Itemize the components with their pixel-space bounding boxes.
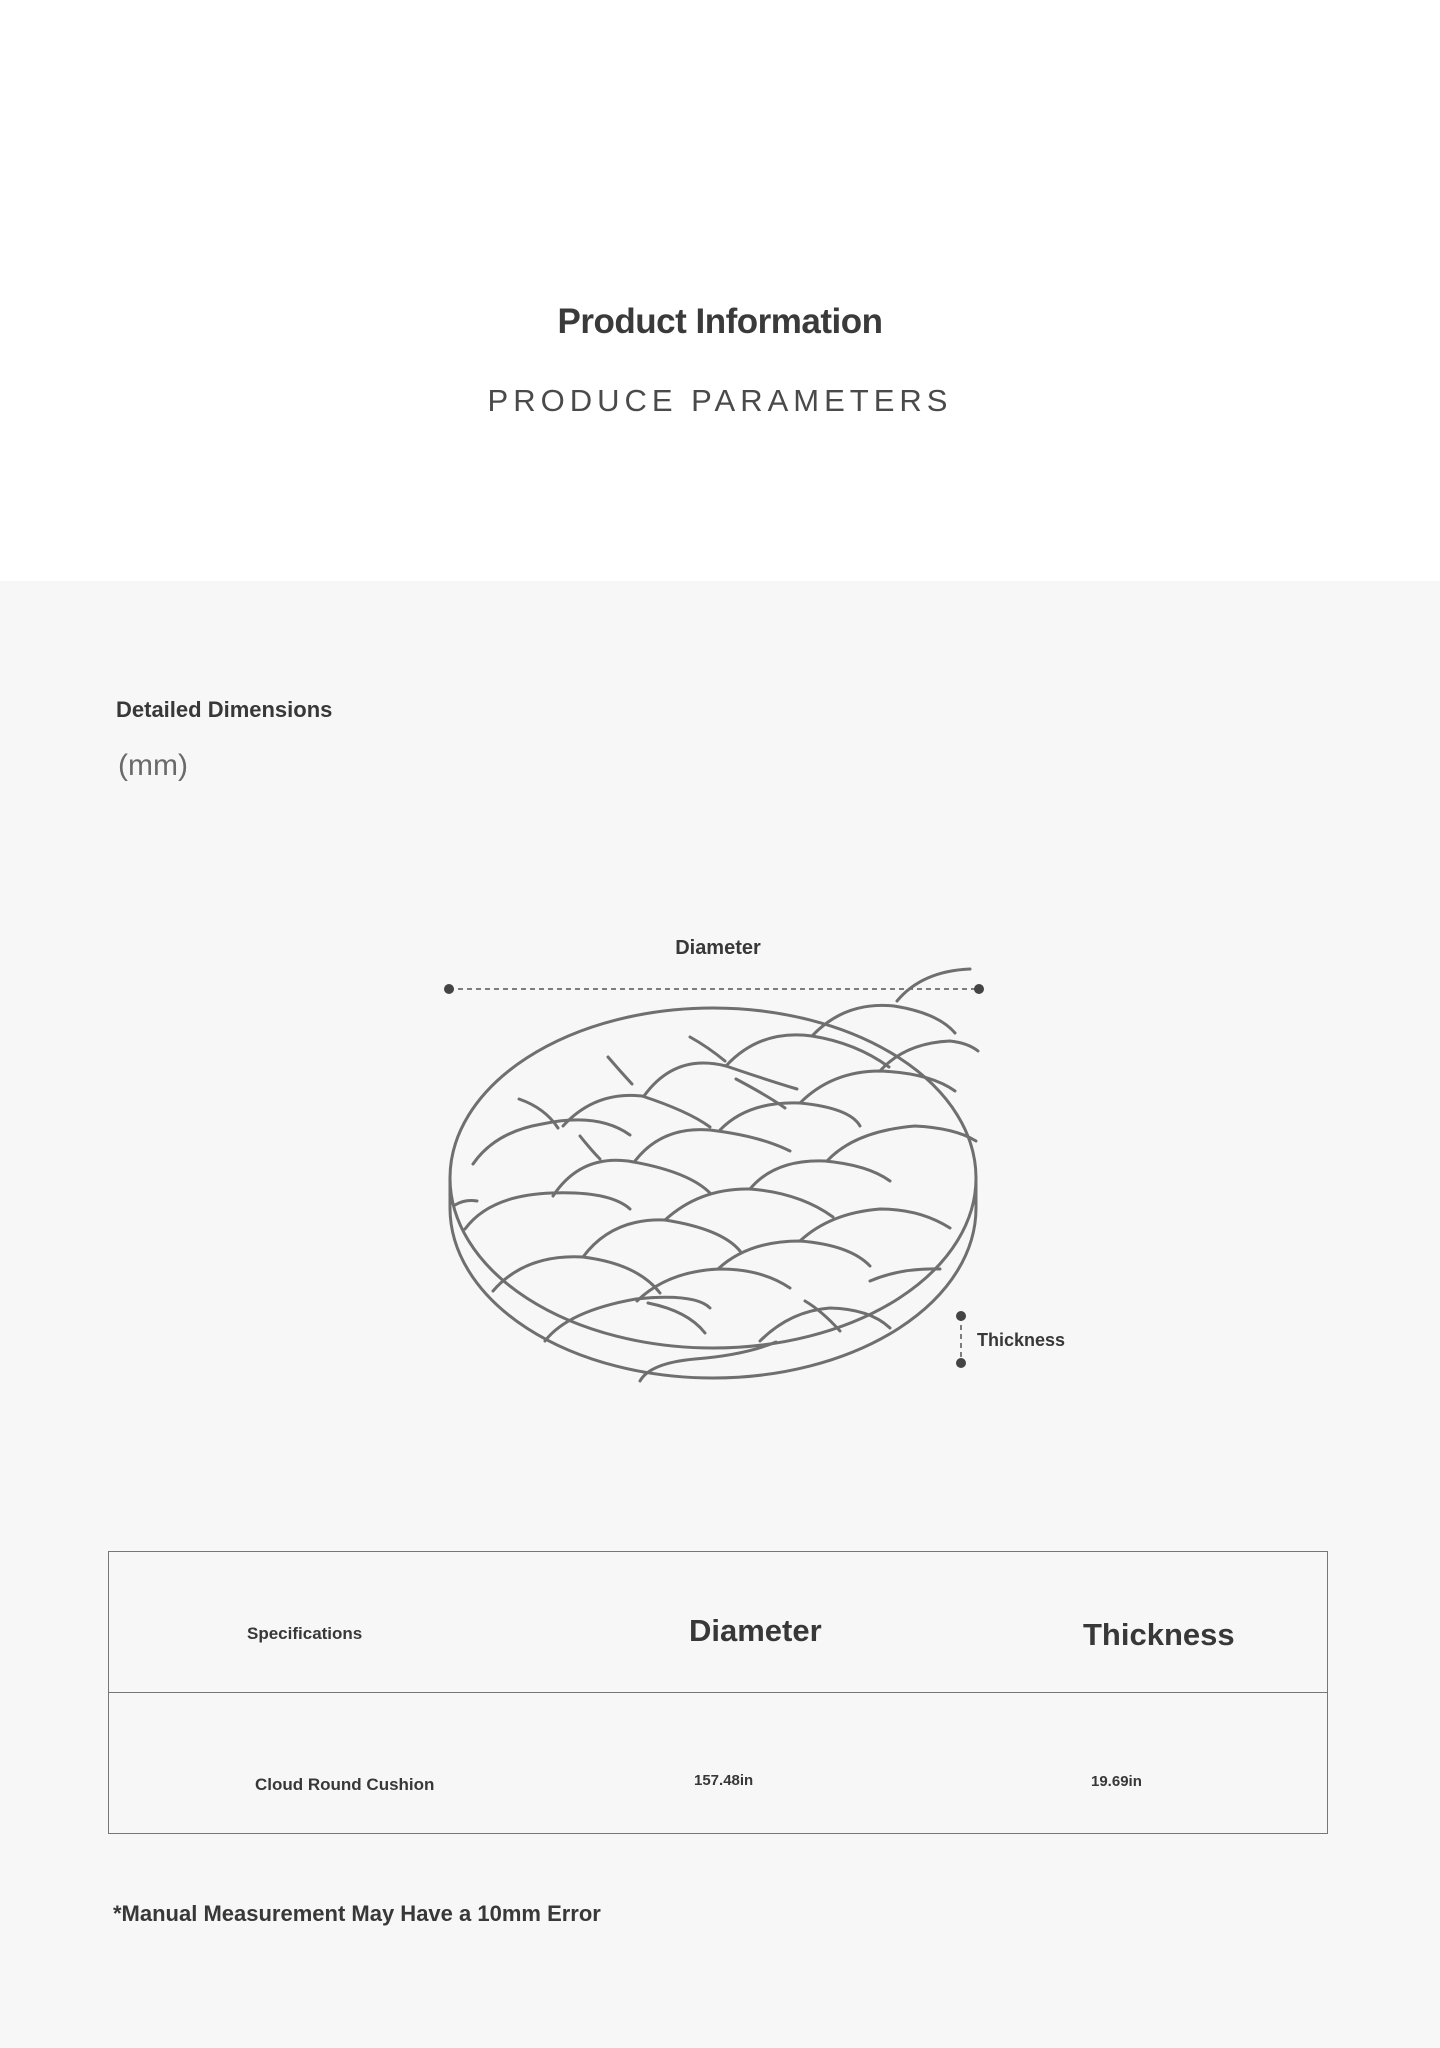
table-cell-diameter-value: 157.48in [694, 1772, 754, 1789]
spec-table [108, 1551, 1328, 1834]
diameter-label: Diameter [675, 937, 761, 959]
table-header-thickness: Thickness [1083, 1617, 1235, 1652]
header-section [0, 0, 1440, 581]
cushion-drawing [450, 969, 978, 1381]
table-cell-thickness-value: 19.69in [1091, 1773, 1142, 1790]
measurement-note: *Manual Measurement May Have a 10mm Error [113, 1901, 601, 1926]
table-header-diameter: Diameter [689, 1613, 822, 1648]
page-subtitle: PRODUCE PARAMETERS [487, 383, 953, 418]
thickness-dimension-line [956, 1311, 966, 1368]
dimensions-panel [0, 581, 1440, 2048]
table-header-specifications: Specifications [247, 1624, 363, 1643]
page-title: Product Information [557, 302, 883, 341]
dimensions-unit: (mm) [118, 749, 188, 782]
thickness-label: Thickness [977, 1330, 1066, 1350]
dimensions-title: Detailed Dimensions [116, 697, 333, 722]
table-cell-product-name: Cloud Round Cushion [255, 1775, 435, 1794]
cushion-illustration [0, 581, 1440, 1481]
table-divider [109, 1692, 1327, 1693]
